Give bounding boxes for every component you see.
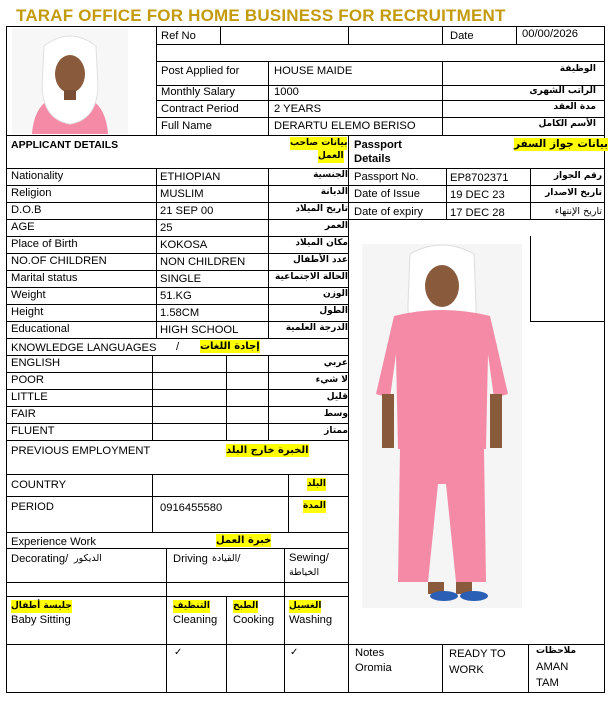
contract-period-arabic: مدة العقد: [553, 102, 596, 112]
contract-period-value: 2 YEARS: [274, 103, 322, 115]
date-of-expiry-arabic: تاريخ الإنتهاء: [554, 206, 602, 217]
nationality-arabic: الجنسية: [313, 170, 348, 180]
education-value: HIGH SCHOOL: [160, 324, 239, 336]
contract-period-label: Contract Period: [161, 103, 239, 115]
nationality-label: Nationality: [11, 170, 64, 182]
remarks-line-1: AMAN: [536, 661, 569, 673]
dob-arabic: تاريخ الميلاد: [295, 204, 348, 214]
date-label: Date: [450, 30, 474, 42]
children-label: NO.OF CHILDREN: [11, 255, 107, 267]
post-applied-value: HOUSE MAIDE: [274, 65, 353, 77]
language-little-arabic: قليل: [326, 392, 348, 402]
cleaning-arabic: التنظيف: [173, 601, 210, 611]
notes-label: Notes: [355, 647, 385, 659]
period-value: 0916455580: [160, 502, 223, 514]
marital-status-value: SINGLE: [160, 273, 202, 285]
place-of-birth-value: KOKOSA: [160, 239, 208, 251]
marital-status-label: Marital status: [11, 272, 78, 284]
language-arabic-label: عربي: [323, 358, 348, 368]
applicant-details-arabic-2: العمل: [318, 151, 344, 161]
applicant-details-arabic-1: بيانات صاحب: [290, 138, 348, 148]
children-arabic: عدد الأطفال: [292, 255, 348, 265]
language-english-label: ENGLISH: [11, 357, 61, 369]
passport-no-arabic: رقم الجواز: [553, 171, 602, 181]
sewing-label: Sewing/: [289, 552, 329, 564]
applicant-details-heading: APPLICANT DETAILS: [11, 139, 119, 151]
language-fluent-arabic: ممتاز: [324, 426, 348, 436]
notes-value: Oromia: [355, 662, 392, 674]
decorating-label: Decorating/: [11, 553, 69, 565]
place-of-birth-label: Place of Birth: [11, 238, 78, 250]
weight-arabic: الوزن: [323, 289, 348, 299]
language-poor-label: POOR: [11, 374, 44, 386]
language-fluent-label: FLUENT: [11, 425, 55, 437]
marital-status-arabic: الحالة الاجتماعية: [275, 272, 348, 282]
experience-heading-arabic: خبرة العمل: [216, 535, 272, 546]
period-arabic: المدة: [302, 501, 326, 511]
washing-check-icon: ✓: [290, 647, 299, 658]
language-fair-arabic: وسط: [323, 409, 348, 419]
monthly-salary-value: 1000: [274, 86, 299, 98]
weight-value: 51.KG: [160, 290, 192, 302]
religion-value: MUSLIM: [160, 188, 204, 200]
driving-arabic: /القيادة: [212, 553, 241, 564]
cleaning-check-icon: ✓: [174, 647, 183, 658]
post-applied-label: Post Applied for: [161, 65, 240, 77]
languages-slash: /: [176, 341, 180, 353]
cooking-arabic: الطبخ: [233, 601, 259, 611]
period-label: PERIOD: [11, 501, 54, 513]
language-little-label: LITTLE: [11, 391, 48, 403]
baby-sitting-label: Baby Sitting: [11, 614, 71, 626]
height-value: 1.58CM: [160, 307, 200, 319]
date-of-expiry-value: 17 DEC 28: [450, 207, 505, 219]
passport-heading-2: Details: [354, 153, 391, 165]
height-label: Height: [11, 306, 44, 318]
education-label: Educational: [11, 323, 70, 335]
full-name-label: Full Name: [161, 120, 212, 132]
post-applied-arabic: الوظيفة: [559, 64, 596, 74]
languages-heading-arabic: إجادة اللغات: [200, 341, 260, 352]
dob-label: D.O.B: [11, 204, 42, 216]
religion-arabic: الديانة: [320, 187, 348, 197]
nationality-value: ETHIOPIAN: [160, 171, 221, 183]
status-line-1: READY TO: [449, 648, 506, 660]
sewing-arabic: الخياطة: [289, 567, 320, 578]
cooking-label: Cooking: [233, 614, 275, 626]
status-line-2: WORK: [449, 664, 484, 676]
passport-no-value: EP8702371: [450, 172, 509, 184]
monthly-salary-arabic: الراتب الشهرى: [529, 86, 596, 96]
washing-arabic: الغسيل: [289, 601, 322, 611]
passport-heading-1: Passport: [354, 139, 402, 151]
children-value: NON CHILDREN: [160, 256, 246, 268]
age-label: AGE: [11, 221, 35, 233]
religion-label: Religion: [11, 187, 52, 199]
height-arabic: الطول: [319, 306, 348, 316]
education-arabic: الدرجة العلمية: [285, 323, 348, 333]
country-label: COUNTRY: [11, 479, 67, 491]
experience-heading: Experience Work: [11, 536, 96, 548]
language-poor-arabic: لا شيء: [315, 375, 348, 385]
cleaning-label: Cleaning: [173, 614, 218, 626]
full-name-arabic: الأسم الكامل: [538, 119, 596, 129]
place-of-birth-arabic: مكان الميلاد: [295, 238, 348, 248]
passport-no-label: Passport No.: [354, 171, 419, 183]
decorating-arabic: الديكور: [74, 553, 102, 564]
remarks-line-2: TAM: [536, 677, 559, 689]
dob-value: 21 SEP 00: [160, 205, 214, 217]
remarks-arabic: ملاحظات: [536, 646, 577, 656]
washing-label: Washing: [289, 614, 333, 626]
previous-employment-heading: PREVIOUS EMPLOYMENT: [11, 445, 151, 457]
monthly-salary-label: Monthly Salary: [161, 86, 235, 98]
date-of-issue-label: Date of Issue: [354, 188, 420, 200]
age-value: 25: [160, 222, 173, 234]
country-arabic: البلد: [306, 479, 326, 489]
age-arabic: العمر: [324, 221, 348, 231]
applicant-full-body-photo: [362, 244, 522, 608]
passport-heading-arabic: بيانات جواز السفر: [513, 138, 608, 150]
date-of-expiry-label: Date of expiry: [354, 206, 424, 218]
languages-heading: KNOWLEDGE LANGUAGES: [11, 342, 157, 354]
date-of-issue-value: 19 DEC 23: [450, 189, 505, 201]
weight-label: Weight: [11, 289, 46, 301]
driving-label: Driving: [173, 553, 208, 565]
ref-no-label: Ref No: [161, 30, 196, 42]
date-of-issue-arabic: تاريخ الاصدار: [545, 188, 602, 198]
baby-sitting-arabic: جليسة أطفال: [11, 601, 72, 611]
language-fair-label: FAIR: [11, 408, 36, 420]
page-title: TARAF OFFICE FOR HOME BUSINESS FOR RECRUITMENT: [16, 6, 506, 25]
applicant-headshot-photo: [12, 28, 128, 134]
date-value: 00/00/2026: [522, 28, 578, 40]
previous-employment-arabic: الخبرة خارج البلد: [226, 445, 309, 456]
full-name-value: DERARTU ELEMO BERISO: [274, 120, 416, 132]
